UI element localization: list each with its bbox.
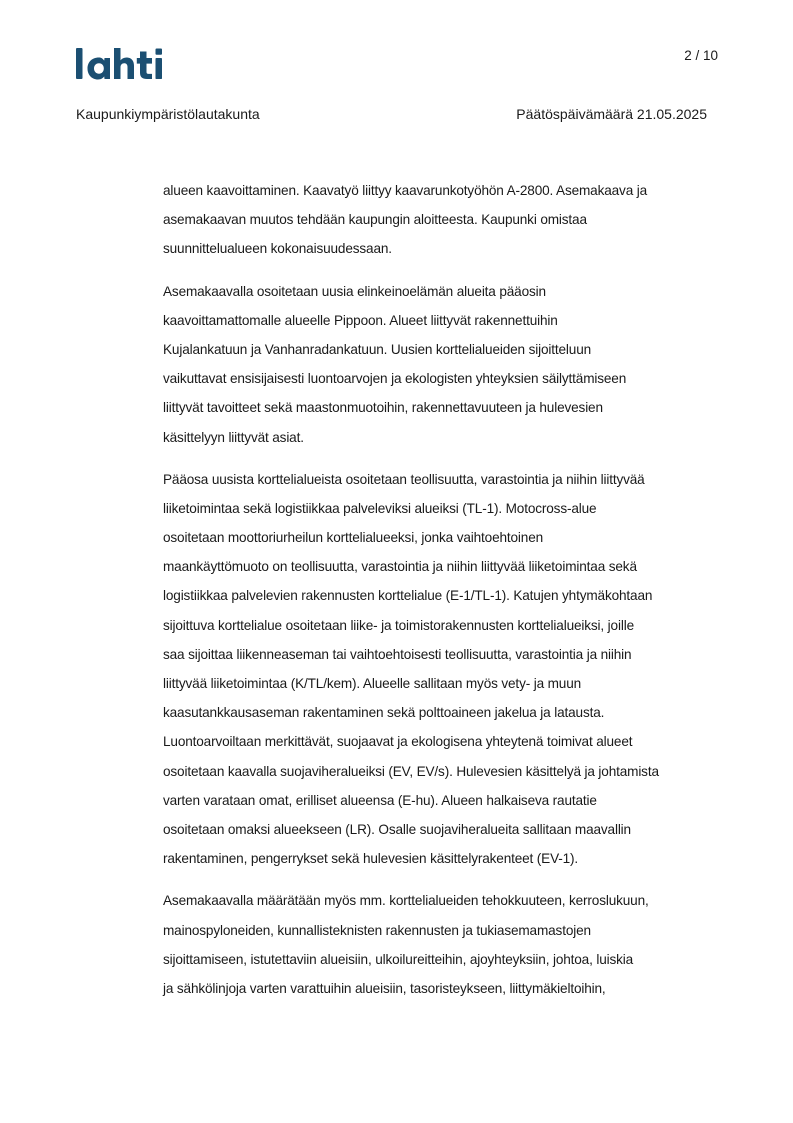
paragraph [163,465,723,874]
text-line: vaikuttavat ensisijaisesti luontoarvojen ja ekologisten yhteyksien säilyttämiseen [163,371,627,387]
document-body [163,176,723,1016]
text-line: liittyvää liiketoimintaa (K/TL/kem). Alueelle sallitaan myös vety- ja muun [163,676,582,691]
text-line: Luontoarvoiltaan merkittävät, suojaavat ja ekologisena yhteytenä toimivat alueet [163,734,633,750]
text-line: käsittelyyn liittyvät asiat. [163,429,304,445]
text-line: osoitetaan moottoriurheilun korttelialueeksi, jonka vaihtoehtoinen [163,530,544,546]
page-number: 2 / 10 [684,48,718,63]
paragraph [163,277,723,452]
text-line: Kujalankatuun ja Vanhanradankatuun. Uusien korttelialueiden sijoitteluun [163,341,592,357]
text-line: suunnittelualueen kokonaisuudessaan. [163,241,392,257]
text-line: saa sijoittaa liikenneaseman tai vaihtoehtoisesti teollisuutta, varastointia ja niihin [163,646,632,662]
text-line: maankäyttömuoto on teollisuutta, varastointia ja niihin liittyvää liiketoimintaa sekä [163,559,637,575]
text-line: Asemakaavalla osoitetaan uusia elinkeinoelämän alueita pääosin [163,283,546,299]
paragraph [163,886,723,1003]
text-line: Pääosa uusista korttelialueista osoitetaan teollisuutta, varastointia ja niihin liittyvää [163,471,645,487]
decision-date: Päätöspäivämäärä 21.05.2025 [516,106,707,122]
text-line: asemakaavan muutos tehdään kaupungin aloitteesta. Kaupunki omistaa [163,212,587,228]
text-line: alueen kaavoittaminen. Kaavatyö liittyy kaavarunkotyöhön A-2800. Asemakaava ja [163,183,648,198]
committee-name: Kaupunkiympäristölautakunta [76,106,260,122]
text-line: liiketoimintaa sekä logistiikkaa palveleviksi alueiksi (TL-1). Motocross-alue [163,500,597,516]
text-line: kaasutankkausaseman rakentaminen sekä polttoaineen jakelua ja latausta. [163,705,605,721]
text-line: ja sähkölinjoja varten varattuihin alueisiin, tasoristeykseen, liittymäkieltoihin, [163,980,606,996]
text-line: varten varataan omat, erilliset alueensa (E-hu). Alueen halkaiseva rautatie [163,792,597,808]
text-line: osoitetaan omaksi alueekseen (LR). Osalle suojaviheralueita sallitaan maavallin [163,821,631,837]
lahti-logo-mark [75,44,171,84]
text-line: rakentaminen, pengerrykset sekä hulevesien käsittelyrakenteet (EV-1). [163,851,579,867]
text-line: mainospyloneiden, kunnallisteknisten rakennusten ja tukiasemamastojen [163,922,591,938]
text-line: kaavoittamattomalle alueelle Pippoon. Alueet liittyvät rakennettuihin [163,312,558,328]
paragraph [163,176,723,264]
text-line: sijoittamiseen, istutettaviin alueisiin, ulkoilureitteihin, ajoyhteyksiin, johtoa, luiskia [163,951,634,967]
text-line: logistiikkaa palvelevien rakennusten korttelialue (E-1/TL-1). Katujen yhtymäkohtaan [163,588,653,604]
text-line: sijoittuva korttelialue osoitetaan liike- ja toimistorakennusten korttelialueiksi, joille [163,617,634,633]
text-line: Asemakaavalla määrätään myös mm. korttelialueiden tehokkuuteen, kerroslukuun, [163,893,649,909]
text-line: liittyvät tavoitteet sekä maastonmuotoihin, rakennettavuuteen ja hulevesien [163,400,603,416]
lahti-logo [75,44,171,84]
text-line: osoitetaan kaavalla suojaviheralueiksi (EV, EV/s). Hulevesien käsittelyä ja johtamista [163,763,659,779]
